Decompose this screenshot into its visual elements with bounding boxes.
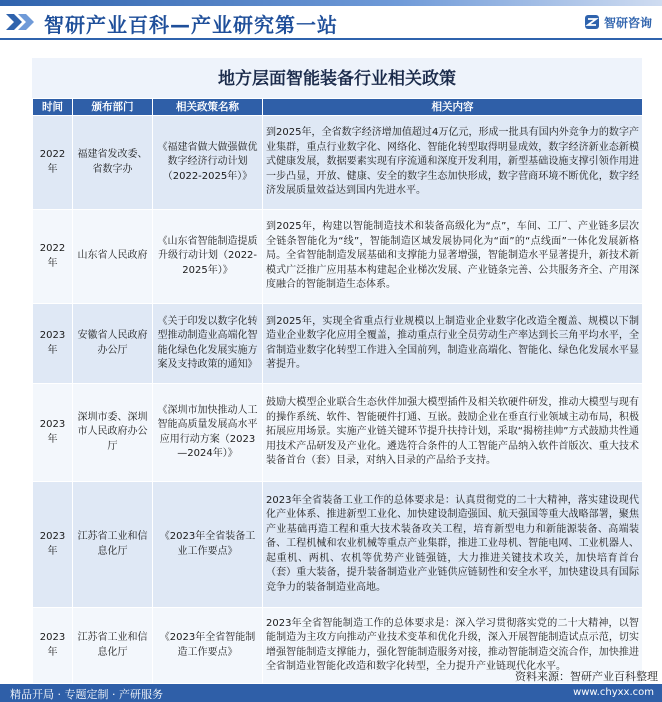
cell-time: 2023年 — [33, 608, 73, 684]
cell-dept: 江苏省工业和信息化厅 — [73, 482, 153, 608]
cell-policy-name: 《深圳市加快推动人工智能高质量发展高水平应用行动方案（2023—2024年）》 — [153, 384, 263, 482]
cell-time: 2023年 — [33, 384, 73, 482]
footer-url[interactable]: www.chyxx.com — [573, 687, 654, 698]
brand-logo-icon — [584, 14, 600, 30]
cell-content: 到2025年，构建以智能制造技术和装备高级化为“点”，车间、工厂、产业链多层次全链条智能化为“线”，智能制造区域发展协同化为“面”的“点线面”一体化发展新格局。全省智能制造发展基础和支撑能力显著增强，智能制造水平显著提升，新技术新模式广泛推广应用基本构建起企业梯次发展、产业链条完善、公共服务齐全、产用深度融合的智能制造生态体系。 — [263, 210, 643, 304]
cell-content: 到2025年，实现全省重点行业规模以上制造业企业数字化改造全覆盖、规模以下制造业企业数字化应用全覆盖，推动重点行业全员劳动生产率达到长三角平均水平，全省制造业数字化转型工作进入全国前列，制造业高端化、智能化、绿色化发展水平显著提升。 — [263, 304, 643, 384]
source-note: 资料来源：智研产业百科整理 — [515, 670, 658, 683]
brand-name: 智研咨询 — [603, 15, 652, 30]
cell-dept: 福建省发改委、省数字办 — [73, 116, 153, 210]
cell-dept: 深圳市委、深圳市人民政府办公厅 — [73, 384, 153, 482]
top-banner — [0, 0, 662, 40]
cell-policy-name: 《关于印发以数字化转型推动制造业高端化智能化绿色化发展实施方案及支持政策的通知》 — [153, 304, 263, 384]
column-header-time: 时间 — [33, 99, 73, 116]
table-title: 地方层面智能装备行业相关政策 — [218, 69, 456, 89]
table-row — [33, 384, 643, 482]
cell-time: 2022年 — [33, 116, 73, 210]
cell-content: 2023年全省装备工业工作的总体要求是：认真贯彻党的二十大精神，落实建设现代化产业体系、推进新型工业化、加快建设制造强国、航天强国等重大战略部署，聚焦产业基础再造工程和重大技术装备攻关工程，培育新型电力和新能源装备、高端装备、工程机械和农业机械等重点产业集群，推进工业母机、智能电网、工业机器人、起重机、两机、农机等优势产业链强链，大力推进关键技术攻关，加快培育首台（套）重大装备，提升装备制造业产业链供应链韧性和安全水平，加快建设具有国际竞争力的装备制造业高地。 — [263, 482, 643, 608]
cell-content: 2023年全省智能制造工作的总体要求是：深入学习贯彻落实党的二十大精神，以智能制造为主攻方向推动产业技术变革和优化升级，深入开展智能制造试点示范，切实增强智能制造支撑能力，强化智能制造服务对接，推动智能制造交流合作，加快推进全省制造业智能化改造和数字化转型，全力提升产业链现代化水平。 — [263, 608, 643, 684]
site-title: 智研产业百科—产业研究第一站 — [44, 13, 338, 37]
cell-dept: 山东省人民政府 — [73, 210, 153, 304]
cell-policy-name: 《福建省做大做强做优数字经济行动计划（2022-2025年）》 — [153, 116, 263, 210]
cell-content: 到2025年，全省数字经济增加值超过4万亿元，形成一批具有国内外竞争力的数字产业集群，重点行业数字化、网络化、智能化转型取得明显成效，数字经济新业态新模式健康发展，数据要素实现有序流通和深度开发利用，新型基础设施支撑引领作用进一步凸显，开放、健康、安全的数字生态加快形成，数字营商环境不断优化，数字经济发展质量效益达到国内先进水平。 — [263, 116, 643, 210]
table-header-row — [33, 99, 643, 116]
brand[interactable] — [584, 12, 652, 32]
cell-dept: 江苏省工业和信息化厅 — [73, 608, 153, 684]
cell-policy-name: 《2023年全省智能制造工作要点》 — [153, 608, 263, 684]
policy-table — [32, 98, 643, 684]
cell-content: 鼓励大模型企业联合生态伙伴加强大模型插件及相关软硬件研发，推动大模型与现有的操作系统、软件、智能硬件打通、互嵌。鼓励企业在垂直行业领域主动布局，积极拓展应用场景。实施产业链关键环节提升扶持计划，采取“揭榜挂帅”方式鼓励共性通用技术产品研发及产业化。遴选符合条件的人工智能产品纳入软件首版次、重大技术装备首台（套）目录，对纳入目录的产品给予支持。 — [263, 384, 643, 482]
cell-time: 2023年 — [33, 482, 73, 608]
table-row — [33, 482, 643, 608]
table-row — [33, 210, 643, 304]
footer-services: 精品开局 · 专题定制 · 产研服务 — [10, 688, 163, 701]
banner-stripe — [0, 0, 662, 6]
cell-time: 2023年 — [33, 304, 73, 384]
footer-bar — [0, 684, 662, 702]
column-header-content: 相关内容 — [263, 99, 643, 116]
cell-time: 2022年 — [33, 210, 73, 304]
cell-dept: 安徽省人民政府办公厅 — [73, 304, 153, 384]
column-header-dept: 颁布部门 — [73, 99, 153, 116]
policy-panel — [32, 58, 642, 672]
column-header-name: 相关政策名称 — [153, 99, 263, 116]
cell-policy-name: 《山东省智能制造提质升级行动计划（2022-2025年）》 — [153, 210, 263, 304]
table-row — [33, 116, 643, 210]
table-row — [33, 304, 643, 384]
cell-policy-name: 《2023年全省装备工业工作要点》 — [153, 482, 263, 608]
double-chevron-icon — [4, 12, 38, 32]
